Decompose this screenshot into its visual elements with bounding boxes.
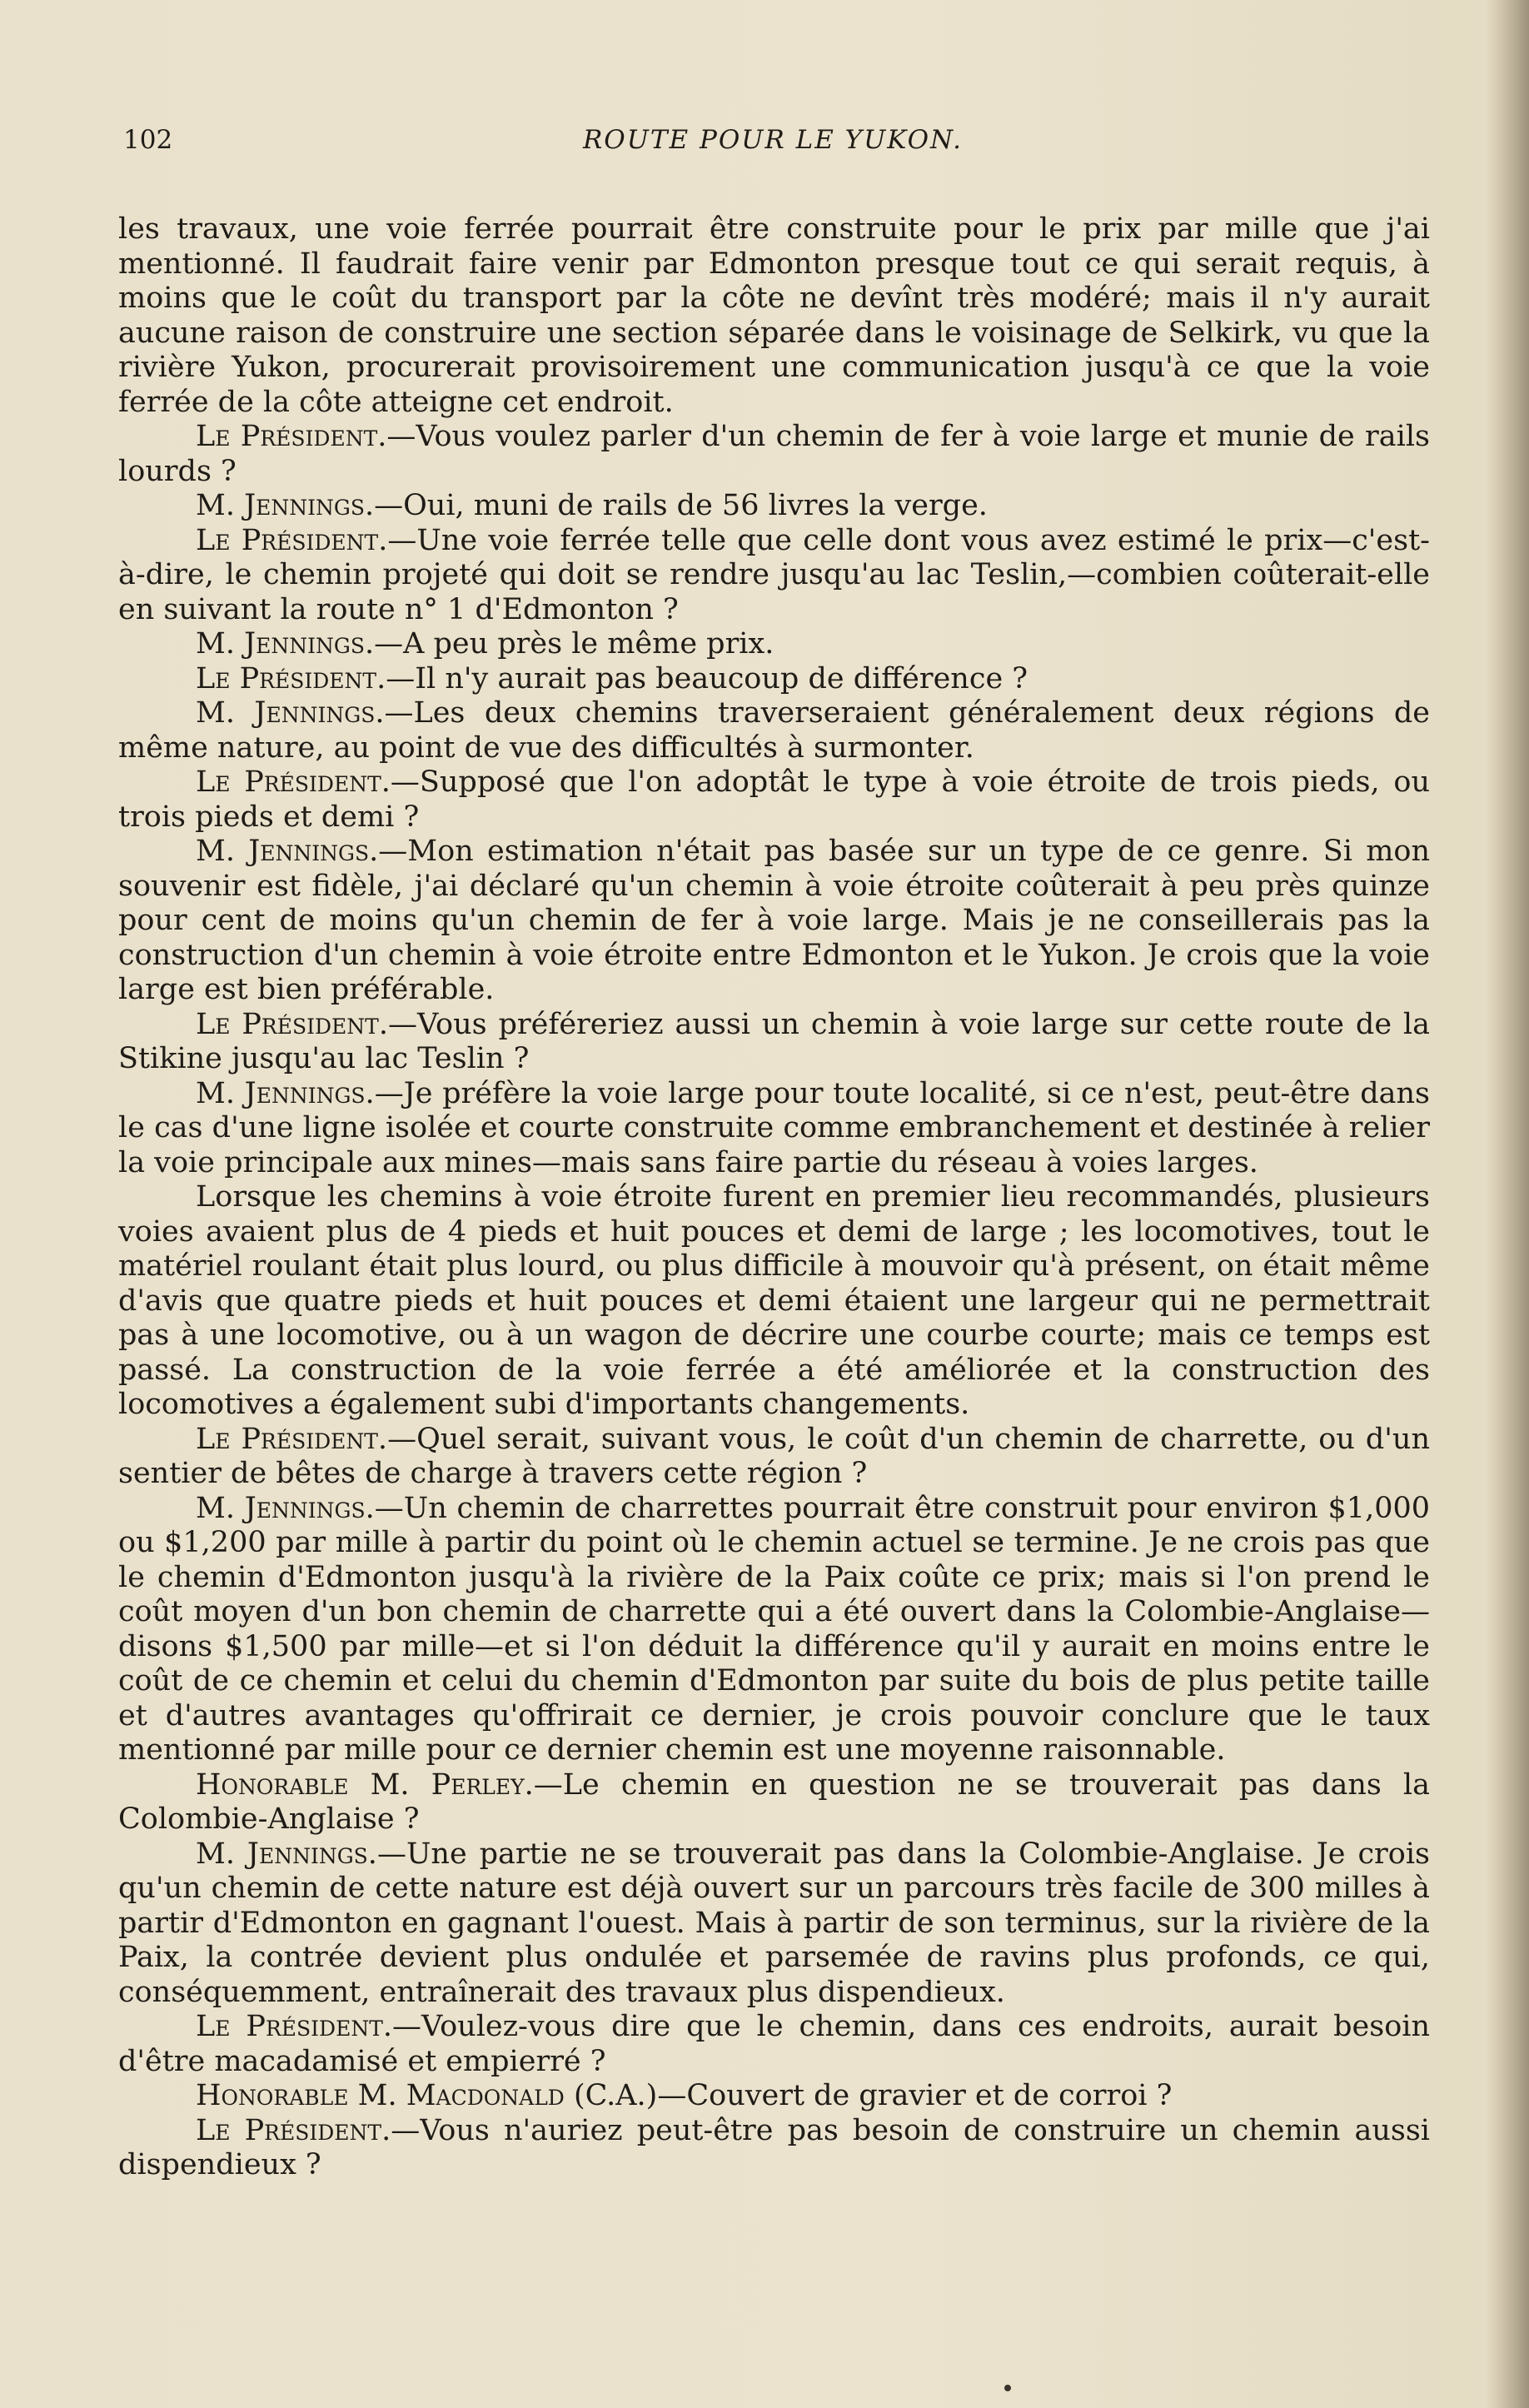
paragraph <box>118 524 1430 628</box>
paragraph-text: —Une voie ferrée telle que celle dont vous avez estimé le prix—c'est-à-dire, le chemin projeté qui doit se rendre jusqu'au lac Teslin,—combien coûterait-elle en suivant la route n° 1 d'Edmonton ? <box>118 523 1430 626</box>
speaker-name: M. Jennings. <box>196 1076 375 1110</box>
paragraph-text: —Supposé que l'on adoptât le type à voie étroite de trois pieds, ou trois pieds et demi ? <box>118 765 1430 834</box>
speaker-name: Le Président. <box>196 420 387 453</box>
paragraph <box>118 627 1430 662</box>
body-text <box>118 212 1430 2183</box>
paragraph-text: —Couvert de gravier et de corroi ? <box>657 2079 1173 2112</box>
speaker-name: Le Président. <box>196 2010 393 2043</box>
paragraph <box>118 1077 1430 1181</box>
paragraph-text: —Vous n'auriez peut-être pas besoin de construire un chemin aussi dispendieux ? <box>118 2113 1430 2181</box>
paragraph-text: —Je préfère la voie large pour toute localité, si ce n'est, peut-être dans le cas d'une ligne isolée et courte construite comme embranchement et destinée à relier la voie principale aux mines—mais sans faire partie du réseau à voies larges. <box>118 1076 1430 1179</box>
paragraph <box>118 420 1430 489</box>
paragraph-text: —Vous voulez parler d'un chemin de fer à voie large et munie de rails lourds ? <box>118 420 1430 488</box>
paragraph <box>118 1492 1430 1768</box>
paragraph <box>118 212 1430 420</box>
speaker-name: Le Président. <box>196 1422 388 1456</box>
paragraph <box>118 662 1430 697</box>
paragraph <box>118 1008 1430 1077</box>
paragraph <box>118 1837 1430 2011</box>
running-title: ROUTE POUR LE YUKON. <box>582 125 964 155</box>
speaker-name: M. Jennings. <box>196 1837 377 1871</box>
speaker-name: Le Président. <box>196 661 386 695</box>
speaker-name: Honorable M. Perley. <box>196 1767 534 1802</box>
ink-speck <box>1004 2385 1011 2391</box>
paragraph <box>118 1423 1430 1492</box>
paragraph <box>118 1180 1430 1423</box>
paragraph-text: les travaux, une voie ferrée pourrait être construite pour le prix par mille que j'ai mentionné. Il faudrait faire venir par Edmonton presque tout ce qui serait requis, à moins que le coût du transport par la côte ne devînt très modéré; mais il n'y aurait aucune raison de construire une section séparée dans le voisinage de Selkirk, vu que la rivière Yukon, procurerait provisoirement une communication jusqu'à ce que la voie ferrée de la côte atteigne cet endroit. <box>118 212 1430 419</box>
paragraph <box>118 765 1430 835</box>
speaker-name: M. Jennings. <box>196 835 379 868</box>
speaker-name: Le Président. <box>196 765 391 799</box>
paragraph <box>118 489 1430 524</box>
speaker-name: M. Jennings. <box>196 627 375 661</box>
paragraph-text: —Le chemin en question ne se trouverait pas dans la Colombie-Anglaise ? <box>118 1767 1430 1836</box>
speaker-name: Le Président. <box>196 1007 388 1041</box>
paragraph-text: —Oui, muni de rails de 56 livres la verge. <box>374 489 988 522</box>
paragraph <box>118 2079 1430 2114</box>
paragraph-text: —Quel serait, suivant vous, le coût d'un chemin de charrette, ou d'un sentier de bêtes de charge à travers cette région ? <box>118 1422 1430 1490</box>
paragraph <box>118 835 1430 1008</box>
paragraph-text: —Un chemin de charrettes pourrait être construit pour environ $1,000 ou $1,200 par mille à partir du point où le chemin actuel se termine. Je ne crois pas que le chemin d'Edmonton jusqu'à la rivière de la Paix coûte ce prix; mais si l'on prend le coût moyen d'un bon chemin de charrette qui a été ouvert dans la Colombie-Anglaise—disons $1,500 par mille—et si l'on déduit la différence qu'il y aurait en moins entre le coût de ce chemin et celui du chemin d'Edmonton par suite du bois de plus petite taille et d'autres avantages qu'offrirait ce dernier, je crois pouvoir conclure que le taux mentionné par mille pour ce dernier chemin est une moyenne raisonnable. <box>118 1491 1431 1767</box>
paragraph <box>118 1768 1430 1837</box>
paragraph-text: —Mon estimation n'était pas basée sur un type de ce genre. Si mon souvenir est fidèle, j'ai déclaré qu'un chemin à voie étroite coûterait à peu près quinze pour cent de moins qu'un chemin de fer à voie large. Mais je ne conseillerais pas la construction d'un chemin à voie étroite entre Edmonton et le Yukon. Je crois que la voie large est bien préférable. <box>118 835 1430 1006</box>
paragraph-text: —Les deux chemins traverseraient généralement deux régions de même nature, au point de vue des difficultés à surmonter. <box>118 696 1431 765</box>
paragraph <box>118 2114 1430 2183</box>
speaker-name: M. Jennings. <box>196 696 385 730</box>
paragraph-text: —Vous préféreriez aussi un chemin à voie large sur cette route de la Stikine jusqu'au lac Teslin ? <box>118 1007 1430 1075</box>
paragraph <box>118 2010 1430 2079</box>
paragraph-text: —Il n'y aurait pas beaucoup de différence ? <box>386 661 1028 695</box>
paragraph <box>118 696 1430 765</box>
page-number: 102 <box>123 125 173 155</box>
speaker-name: M. Jennings. <box>196 1491 375 1525</box>
speaker-name: M. Jennings. <box>196 489 375 522</box>
paragraph-text: —Une partie ne se trouverait pas dans la Colombie-Anglaise. Je crois qu'un chemin de cette nature est déjà ouvert sur un parcours très facile de 300 milles à partir d'Edmonton en gagnant l'ouest. Mais à partir de son terminus, sur la rivière de la Paix, la contrée devient plus ondulée et parsemée de ravins plus profonds, ce qui, conséquemment, entraînerait des travaux plus dispendieux. <box>118 1837 1430 2009</box>
book-spine-shadow <box>1486 0 1529 2408</box>
speaker-name: Le Président. <box>196 523 388 557</box>
page-header <box>123 125 1422 167</box>
speaker-name: Le Président. <box>196 2113 391 2147</box>
paragraph-text: —A peu près le même prix. <box>374 627 774 661</box>
speaker-name: Honorable M. Macdonald (C.A.) <box>196 2079 658 2112</box>
paragraph-text: —Voulez-vous dire que le chemin, dans ces endroits, aurait besoin d'être macadamisé et empierré ? <box>118 2010 1430 2078</box>
paragraph-text: Lorsque les chemins à voie étroite furent en premier lieu recommandés, plusieurs voies avaient plus de 4 pieds et huit pouces et demi de large ; les locomotives, tout le matériel roulant était plus lourd, ou plus difficile à mouvoir qu'à présent, on était même d'avis que quatre pieds et huit pouces et demi étaient une largeur qui ne permettrait pas à une locomotive, ou à un wagon de décrire une courbe courte; mais ce temps est passé. La construction de la voie ferrée a été améliorée et la construction des locomotives a également subi d'importants changements. <box>118 1180 1430 1421</box>
